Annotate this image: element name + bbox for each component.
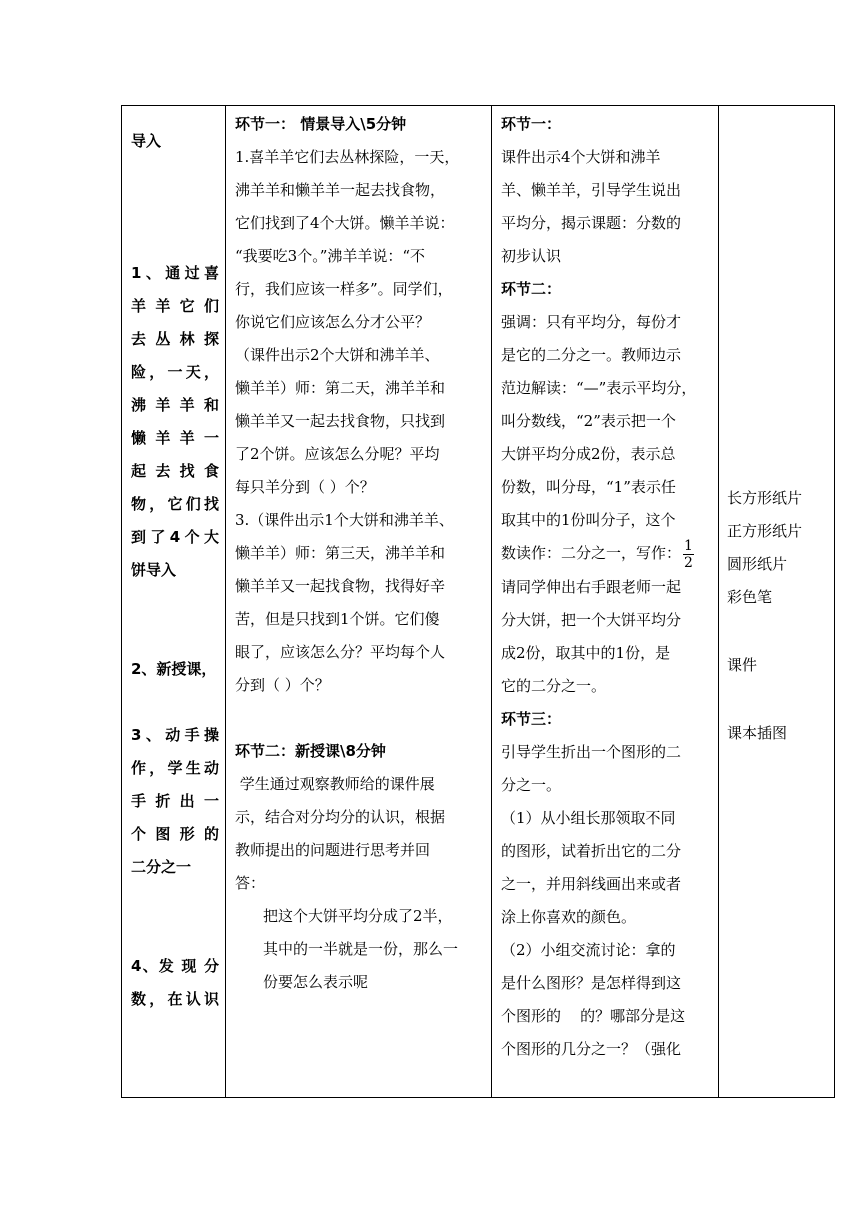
lesson-plan-table bbox=[121, 105, 835, 1098]
material-item: 正方形纸片 bbox=[727, 522, 803, 540]
step-1: 1、通过喜 羊 羊 它 们 去 丛 林 探 险，一天， 沸 羊 羊 和 懒 羊 羊 一 起 去 找 食 物，它们找 到了4个大 饼导入 bbox=[131, 264, 219, 579]
step-intro: 导入 bbox=[131, 132, 162, 150]
c3-section1-title: 环节一： bbox=[501, 115, 562, 133]
fraction-one-half: $\frac{1}{2}$ bbox=[684, 537, 693, 571]
materials-column bbox=[719, 106, 835, 1098]
teacher-activity-column bbox=[226, 106, 492, 1098]
c3-section3-title: 环节三： bbox=[501, 709, 562, 728]
section2-indented-text: 把这个大饼平均分成了2半， 其中的一半就是一份，那么一 份要怎么表示呢 bbox=[263, 907, 459, 991]
section2-title: 环节二：新授课\8分钟 bbox=[235, 742, 386, 760]
material-courseware: 课件 bbox=[727, 656, 758, 674]
design-intent-column: 环节一： 课件出示4个大饼和沸羊 羊、懒羊羊，引导学生说出 平均分，揭示课题：分数的 初步认识 环节二： 强调：只有平均分，每份才 是它的二分之一。教师边示 范边解读：“—”表示平均分， 叫分数线，“2”表示把一个 大饼平均分成2份，表示总 份数，叫分母，“1”表示任 取其中的1份叫分子，这个 数读作：二分之一，写作： $\frac{1}{2}$ 请同学伸出右手跟老师一起 分大饼，把一个大饼平均分 成2份，取其中的1份，是 它的二分之一。 环节三： 引导学生折出一个图形的二 分之一。 （1）从小组长那领取不同 的图形，试着折出它的二分 之一，并用斜线画出来或者 涂上你喜欢的颜色。 （2）小组交流讨论：拿的 是什么图形？是怎样得到这 个图形的 的？哪部分是这 个图形的几分之一？（强化 bbox=[492, 106, 719, 1098]
step-2: 2、新授课， bbox=[131, 660, 217, 678]
material-item: 长方形纸片 bbox=[727, 489, 803, 507]
section1-text: 1.喜羊羊它们去丛林探险，一天， 沸羊羊和懒羊羊一起去找食物， 它们找到了4个大饼。懒羊羊说： “我要吃3个。”沸羊羊说：“不 行，我们应该一样多”。同学们， 你说它们应该怎么分才公平？ （课件出示2个大饼和沸羊羊、 懒羊羊）师：第二天，沸羊羊和 懒羊羊又一起去找食物，只找到 了2个饼。应该怎么分呢？平均 每只羊分到（ ）个？ 3.（课件出示1个大饼和沸羊羊、 懒羊羊）师：第三天，沸羊羊和 懒羊羊又一起找食物，找得好辛 苦，但是只找到1个饼。它们傻 眼了，应该怎么分？平均每个人 分到（ ）个？ bbox=[235, 148, 460, 694]
fraction-line: 数读作：二分之一，写作： $\frac{1}{2}$ bbox=[501, 537, 693, 571]
material-item: 圆形纸片 bbox=[727, 555, 788, 573]
steps-column bbox=[122, 106, 226, 1098]
step-4: 4、发 现 分 数，在认识 bbox=[131, 957, 219, 1008]
section2-text: 学生通过观察教师给的课件展 示，结合对分均分的认识，根据 教师提出的问题进行思考并回 答： bbox=[235, 775, 446, 892]
section1-title: 环节一： 情景导入\5分钟 bbox=[235, 115, 407, 133]
material-textbook-figure: 课本插图 bbox=[727, 724, 788, 742]
c3-section2-title: 环节二： bbox=[501, 280, 562, 298]
material-item: 彩色笔 bbox=[727, 588, 773, 606]
step-3: 3、动手操 作，学生动 手 折 出 一 个 图 形 的 二分之一 bbox=[131, 726, 219, 876]
